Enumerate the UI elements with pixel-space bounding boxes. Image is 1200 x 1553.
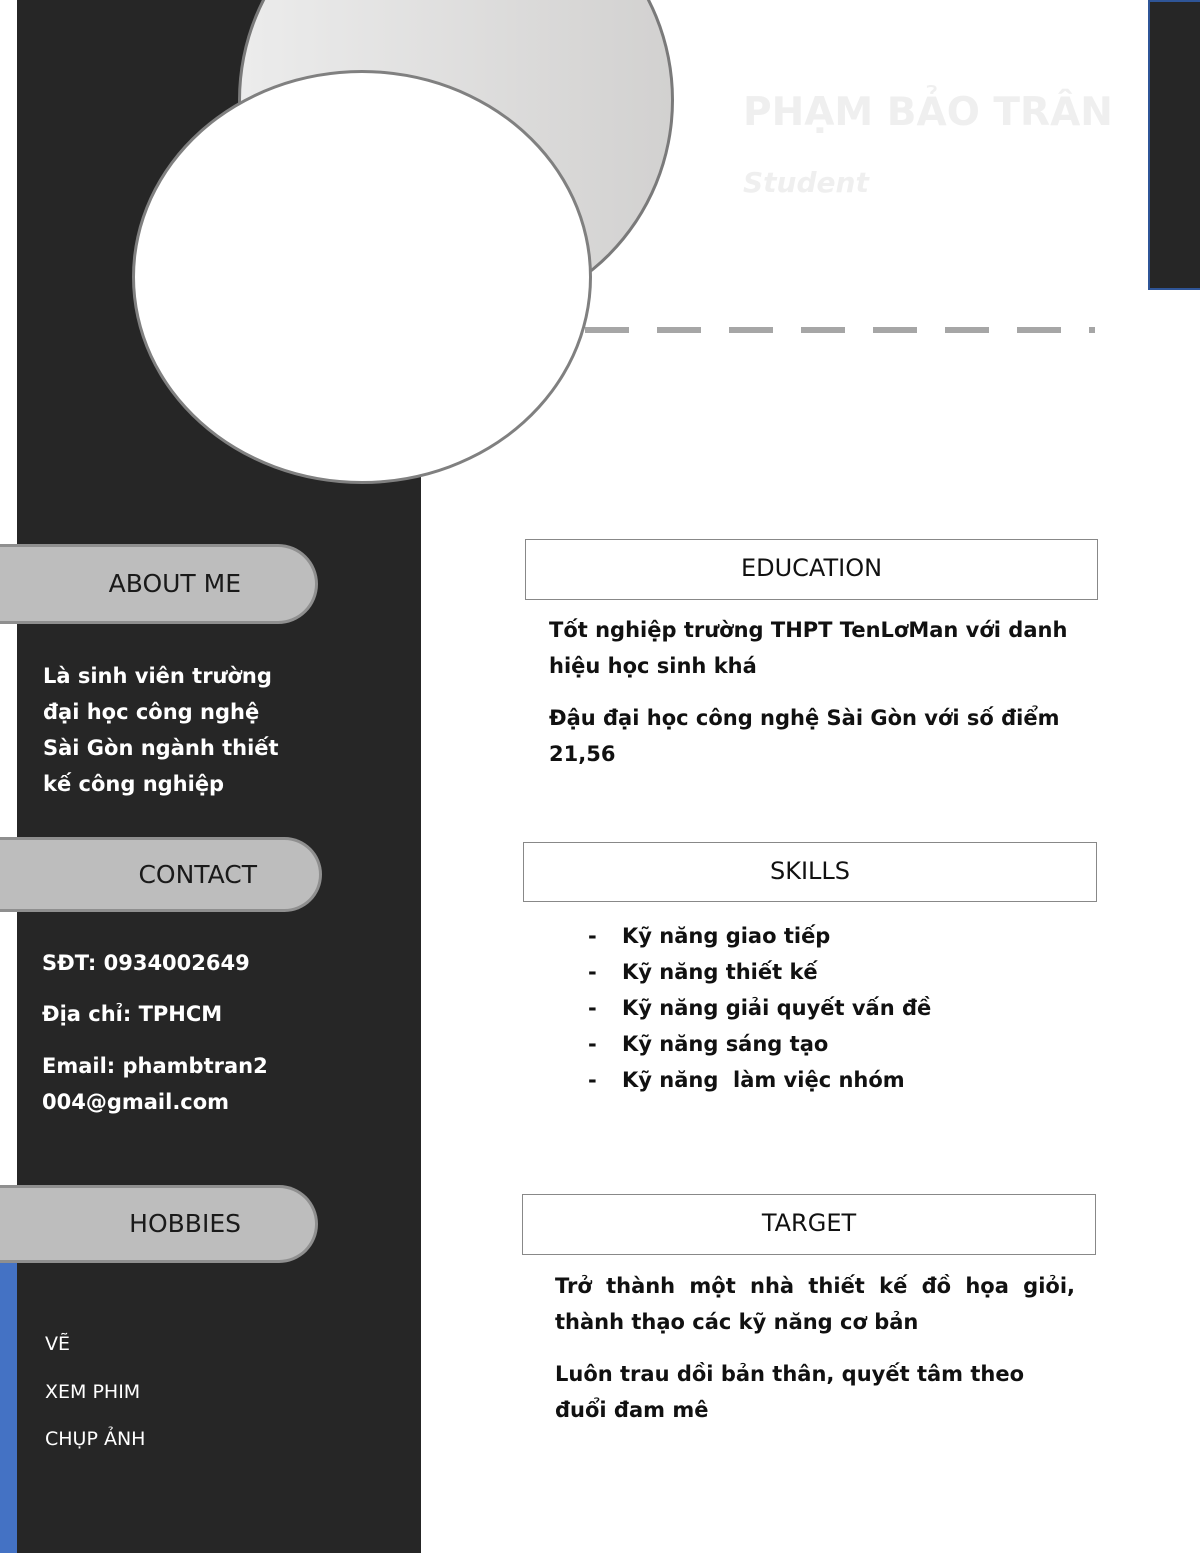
target-header: TARGET xyxy=(522,1194,1096,1255)
accent-strip xyxy=(0,1263,17,1553)
hobby-item: VẼ xyxy=(45,1333,71,1355)
skills-header: SKILLS xyxy=(523,842,1097,902)
contact-phone: SĐT: 0934002649 xyxy=(42,951,250,975)
hobby-item: XEM PHIM xyxy=(45,1381,141,1403)
person-role: Student xyxy=(743,166,869,199)
education-header: EDUCATION xyxy=(525,539,1098,600)
skill-bullet: - xyxy=(588,924,597,948)
skill-item xyxy=(588,1062,931,1098)
skill-bullet: - xyxy=(588,1032,597,1056)
dashed-divider xyxy=(585,327,1095,333)
skill-label: Kỹ năng giao tiếp xyxy=(622,924,831,948)
target-item: Trở thành một nhà thiết kế đồ họa giỏi, thành thạo các kỹ năng cơ bản xyxy=(555,1274,1075,1334)
skill-bullet: - xyxy=(588,960,597,984)
skill-label: Kỹ năng giải quyết vấn đề xyxy=(622,996,932,1020)
education-item: Tốt nghiệp trường THPT TenLơMan với danh hiệu học sinh khá xyxy=(549,618,1068,678)
about-me-text: Là sinh viên trường đại học công nghệ Sài Gòn ngành thiết kế công nghiệp xyxy=(43,664,279,796)
about-me-header: ABOUT ME xyxy=(0,544,318,624)
contact-email: Email: phambtran2004@gmail.com xyxy=(42,1054,268,1114)
hobbies-header: HOBBIES xyxy=(0,1185,318,1263)
skill-label: Kỹ năng sáng tạo xyxy=(622,1032,829,1056)
education-item: Đậu đại học công nghệ Sài Gòn với số điểm 21,56 xyxy=(549,706,1060,766)
skill-bullet: - xyxy=(588,996,597,1020)
skill-item xyxy=(588,990,931,1026)
profile-photo-frame xyxy=(132,70,592,484)
skill-item xyxy=(588,918,931,954)
contact-address: Địa chỉ: TPHCM xyxy=(42,1002,223,1026)
skill-label: Kỹ năng làm việc nhóm xyxy=(622,1068,905,1092)
contact-header: CONTACT xyxy=(0,837,322,912)
skill-label: Kỹ năng thiết kế xyxy=(622,960,818,984)
skill-item xyxy=(588,1026,931,1062)
skills-list xyxy=(588,918,931,1098)
hobby-item: CHỤP ẢNH xyxy=(45,1428,146,1450)
skill-bullet: - xyxy=(588,1068,597,1092)
person-name: PHẠM BẢO TRÂN xyxy=(743,90,1113,135)
target-item: Luôn trau dồi bản thân, quyết tâm theo đuổi đam mê xyxy=(555,1362,1025,1422)
skill-item xyxy=(588,954,931,990)
corner-block xyxy=(1148,0,1200,290)
